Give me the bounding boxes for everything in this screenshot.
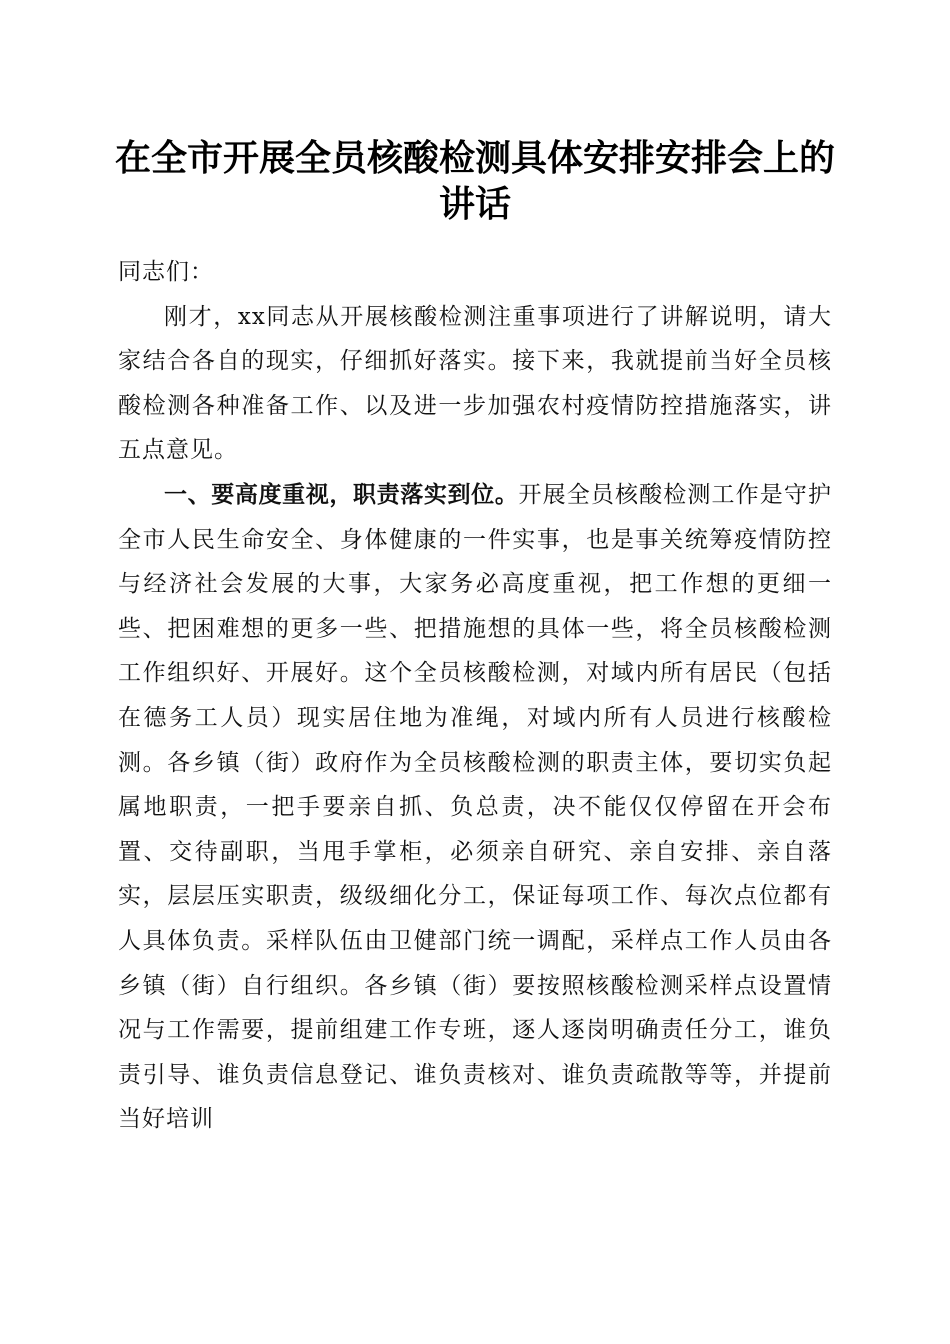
section-1-heading: 一、要高度重视，职责落实到位。 (164, 481, 519, 508)
paragraph-intro: 刚才，xx同志从开展核酸检测注重事项进行了讲解说明，请大家结合各自的现实，仔细抓好落实。接下来，我就提前当好全员核酸检测各种准备工作、以及进一步加强农村疫情防控措施落实，讲五点意见。 (118, 303, 832, 464)
document-body (118, 250, 832, 1142)
title-line-1: 在全市开展全员核酸检测具体安排安排会上的 (114, 137, 835, 179)
section-1-body: 开展全员核酸检测工作是守护全市人民生命安全、身体健康的一件实事，也是事关统筹疫情防控与经济社会发展的大事，大家务必高度重视，把工作想的更细一些、把困难想的更多一些、把措施想的具体一些，将全员核酸检测工作组织好、开展好。这个全员核酸检测，对域内所有居民（包括在德务工人员）现实居住地为准绳，对域内所有人员进行核酸检测。各乡镇（街）政府作为全员核酸检测的职责主体，要切实负起属地职责，一把手要亲自抓、负总责，决不能仅仅停留在开会布置、交待副职，当甩手掌柜，必须亲自研究、亲自安排、亲自落实，层层压实职责，级级细化分工，保证每项工作、每次点位都有人具体负责。采样队伍由卫健部门统一调配，采样点工作人员由各乡镇（街）自行组织。各乡镇（街）要按照核酸检测采样点设置情况与工作需要，提前组建工作专班，逐人逐岗明确责任分工，谁负责引导、谁负责信息登记、谁负责核对、谁负责疏散等等，并提前当好培训 (118, 481, 833, 1133)
salutation: 同志们： (118, 259, 214, 285)
document-title (100, 135, 850, 227)
paragraph-section-1 (118, 473, 832, 1142)
title-line-2: 讲话 (438, 183, 511, 225)
